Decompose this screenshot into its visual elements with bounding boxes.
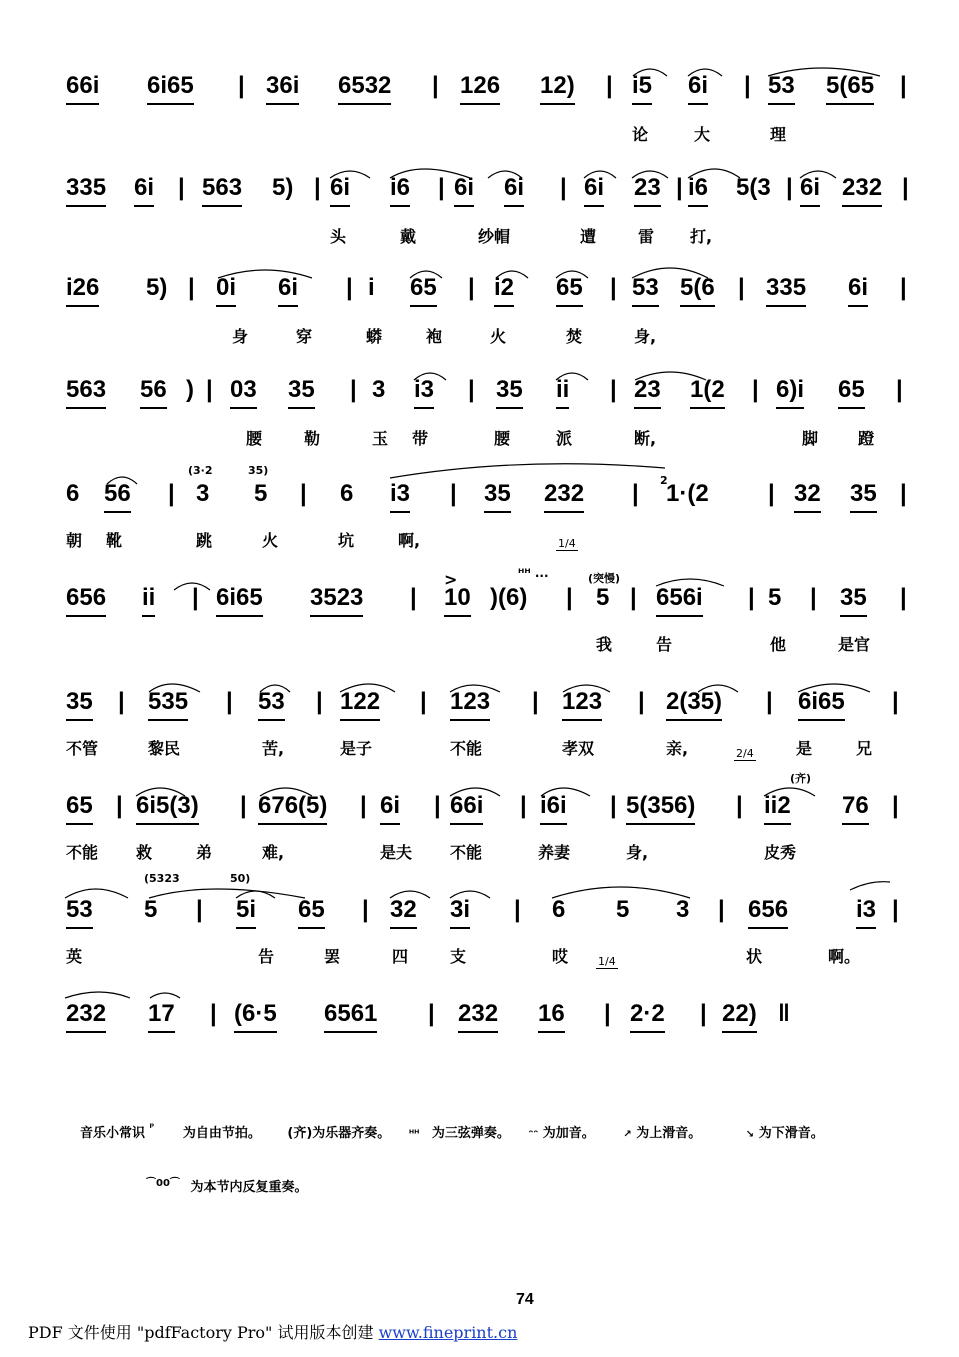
note-group: 126 (460, 72, 500, 105)
note-group: 56 (104, 480, 131, 513)
ensemble-mark: (齐) (790, 772, 812, 785)
note-group: 5 (768, 584, 782, 611)
note-group: 6i65 (147, 72, 194, 105)
bar-line: | (896, 376, 903, 403)
note-group: ii2 (764, 792, 791, 825)
lyric: 蟒 (366, 327, 383, 346)
lyric: 是官 (838, 635, 871, 654)
note-group: 5 (616, 896, 630, 923)
note-group: i26 (66, 274, 99, 307)
lyric: 论 (632, 125, 649, 144)
note-group: 6i65 (798, 688, 845, 721)
note-group: 16 (538, 1000, 565, 1033)
legend-upward-slide: 为上滑音。 (636, 1126, 702, 1141)
bar-line: | (362, 896, 369, 923)
bar-line: | (676, 174, 683, 201)
score-line-5 (0, 464, 959, 580)
note-group: 6i (848, 274, 868, 307)
bar-line: | (116, 792, 123, 819)
repeat-symbol-text: 00 (156, 1178, 170, 1189)
note-group: 65 (410, 274, 437, 307)
bar-line: | (238, 72, 245, 99)
lyric: 四 (392, 947, 409, 966)
note-group: i (368, 274, 375, 301)
bar-line: | (300, 480, 307, 507)
upward-slide-icon: ↗ (623, 1129, 632, 1140)
lyric: 遭 (580, 227, 597, 246)
note-group: 3 (372, 376, 386, 403)
note-group: 1·(2 (666, 480, 709, 507)
legend-line-2 (146, 1174, 307, 1195)
note-group: i3 (856, 896, 876, 929)
note-group: 5(356) (626, 792, 695, 825)
bar-line: | (188, 274, 195, 301)
downward-slide-icon: ↘ (745, 1129, 755, 1140)
bar-line: | (738, 274, 745, 301)
note-group: 53 (258, 688, 285, 721)
lyric: 不能 (66, 843, 99, 862)
lyric: 勒 (304, 429, 321, 448)
lyric: 难, (262, 843, 285, 862)
note-group: 65 (556, 274, 583, 307)
bar-line: | (604, 1000, 611, 1027)
bar-line: | (196, 896, 203, 923)
note-group: 35 (496, 376, 523, 409)
lyric: 我 (596, 635, 613, 654)
note-group: i3 (414, 376, 434, 409)
legend-repeat: 为本节内反复重奏。 (190, 1180, 308, 1196)
bar-line: | (700, 1000, 707, 1027)
sanxian-icon: ᴴᴴ ... (518, 566, 549, 580)
note-group: 6i (330, 174, 350, 207)
note-group: 5) (272, 174, 294, 201)
grace-notes: (5323 (144, 872, 180, 885)
legend-free-rhythm: 为自由节拍。 (182, 1126, 261, 1141)
bar-line: | (638, 688, 645, 715)
note-group: 5) (146, 274, 168, 301)
time-signature-value: 1/4 (598, 955, 616, 968)
bar-line: | (350, 376, 357, 403)
note-group: i6 (390, 174, 410, 207)
bar-line: | (410, 584, 417, 611)
note-group: 6 (340, 480, 354, 507)
note-group: 12) (540, 72, 575, 105)
bar-line: | (206, 376, 213, 403)
lyric: 打, (690, 227, 713, 246)
footer-text: PDF 文件使用 "pdfFactory Pro" 试用版本创建 (28, 1323, 374, 1342)
lyric: 黎民 (148, 739, 181, 758)
note-group: 65 (66, 792, 93, 825)
note-group: 5 (144, 896, 158, 923)
bar-line: | (632, 480, 639, 507)
lyric: 玉 (372, 429, 389, 448)
bar-line: | (168, 480, 175, 507)
bar-line: | (630, 584, 637, 611)
lyric: 身 (232, 327, 249, 346)
lyric: 哎 (552, 947, 569, 966)
tempo-mark: (突慢) (588, 572, 621, 585)
lyric: 蹬 (858, 429, 875, 448)
lyric: 朝 (66, 531, 83, 550)
lyric: 罢 (324, 947, 341, 966)
bar-line: | (432, 72, 439, 99)
bar-line: | (610, 792, 617, 819)
note-group: ii (556, 376, 569, 409)
lyric: 雷 (638, 227, 655, 246)
bar-line: | (360, 792, 367, 819)
note-group: 5(3 (736, 174, 771, 201)
lyric: 腰 (494, 429, 511, 448)
note-group: 32 (390, 896, 417, 929)
bar-line: | (532, 688, 539, 715)
time-signature-value: 1/4 (558, 537, 576, 550)
bar-line: | (744, 72, 751, 99)
note-group: 23 (634, 376, 661, 409)
lyric: 身, (634, 327, 657, 346)
note-group: 656 (748, 896, 788, 929)
note-group: )(6) (490, 584, 528, 611)
score-line-1 (0, 72, 959, 172)
note-group: 122 (340, 688, 380, 721)
note-group: 35 (66, 688, 93, 721)
bar-line: | (768, 480, 775, 507)
lyric: 英 (66, 947, 83, 966)
bar-line: | (892, 688, 899, 715)
note-group: 76 (842, 792, 869, 825)
note-group: 1(2 (690, 376, 725, 409)
note-group: 2·2 (630, 1000, 665, 1033)
score-line-2 (0, 174, 959, 274)
note-group: 17 (148, 1000, 175, 1033)
note-group: 232 (842, 174, 882, 207)
lyric: 派 (556, 429, 573, 448)
lyric: 啊。 (828, 947, 861, 966)
note-group: 6)i (776, 376, 804, 409)
lyric: 腰 (246, 429, 263, 448)
note-group: 5 (596, 584, 610, 611)
bar-line: | (240, 792, 247, 819)
note-group: 6532 (338, 72, 391, 105)
lyric: 不能 (450, 843, 483, 862)
bar-line: | (606, 72, 613, 99)
bar-line: | (748, 584, 755, 611)
lyric: 是 (796, 739, 813, 758)
note-group: 676(5) (258, 792, 327, 825)
note-group: 2(35) (666, 688, 722, 721)
lyric: 他 (770, 635, 787, 654)
lyric: 坑 (338, 531, 355, 550)
bar-line: | (900, 584, 907, 611)
bar-line: | (192, 584, 199, 611)
note-group: 35 (288, 376, 315, 409)
lyric: 火 (490, 327, 507, 346)
bar-line: | (314, 174, 321, 201)
note-group: 6i (584, 174, 604, 207)
lyric: 焚 (566, 327, 583, 346)
lyric: 火 (262, 531, 279, 550)
bar-line: | (610, 274, 617, 301)
lyric: 苦, (262, 739, 285, 758)
note-group: ii (142, 584, 155, 617)
bar-line: | (610, 376, 617, 403)
bar-line: | (718, 896, 725, 923)
note-group: 232 (544, 480, 584, 513)
note-group: 6i (504, 174, 524, 207)
lyric: 穿 (296, 327, 313, 346)
legend-sanxian: 为三弦弹奏。 (431, 1126, 510, 1141)
bar-line: | (468, 376, 475, 403)
bar-line: | (892, 792, 899, 819)
note-group: 66i (66, 72, 99, 105)
lyric: 是夫 (380, 843, 413, 862)
note-group: 535 (148, 688, 188, 721)
bar-line: | (428, 1000, 435, 1027)
added-note-icon: ᵔᵔ (528, 1129, 539, 1140)
lyric: 大 (694, 125, 711, 144)
note-group: 22) (722, 1000, 757, 1033)
end-bar-line: ‖ (778, 1000, 790, 1027)
grace-notes: 50) (230, 872, 251, 885)
grace-notes: (3·2 (188, 464, 213, 477)
bar-line: | (892, 896, 899, 923)
lyric: 不能 (450, 739, 483, 758)
note-group: i6i (540, 792, 567, 825)
page-number: 74 (516, 1291, 534, 1308)
legend-title: 音乐小常识 (80, 1126, 146, 1141)
note-group: 656i (656, 584, 703, 617)
footer-link[interactable]: www.fineprint.cn (378, 1323, 518, 1342)
legend-downward-slide: 为下滑音。 (758, 1126, 824, 1141)
lyric: 亲, (666, 739, 689, 758)
note-group: 6i5(3) (136, 792, 199, 825)
lyric: 支 (450, 947, 467, 966)
note-group: 123 (562, 688, 602, 721)
time-signature-value: 2/4 (736, 747, 754, 760)
bar-line: | (752, 376, 759, 403)
note-group: (6·5 (234, 1000, 277, 1033)
lyric: 断, (634, 429, 657, 448)
note-group: i5 (632, 72, 652, 105)
legend-line-1 (80, 1122, 824, 1141)
note-group: 35 (484, 480, 511, 513)
note-group: 6 (552, 896, 566, 923)
free-rhythm-icon: ᵖ (149, 1122, 155, 1133)
lyric: 状 (746, 947, 763, 966)
note-group: 66i (450, 792, 483, 825)
bar-line: | (736, 792, 743, 819)
note-group: 335 (766, 274, 806, 307)
note-group: 5i (236, 896, 256, 929)
score-line-7 (0, 688, 959, 788)
lyric: 脚 (802, 429, 819, 448)
score-line-10 (0, 955, 959, 1100)
note-group: 6 (66, 480, 80, 507)
note-group: 6i (688, 72, 708, 105)
lyric: 靴 (106, 531, 123, 550)
accent-mark: > (444, 570, 458, 589)
lyric: 养妻 (538, 843, 571, 862)
bar-line: | (900, 72, 907, 99)
note-group: 6i (278, 274, 298, 307)
note-group: 6i (800, 174, 820, 207)
bar-line: | (450, 480, 457, 507)
note-group: 6i (454, 174, 474, 207)
lyric: 弟 (196, 843, 213, 862)
lyric: 袍 (426, 327, 443, 346)
note-group: 3 (196, 480, 210, 507)
note-group: 65 (838, 376, 865, 409)
bar-line: | (902, 174, 909, 201)
note-group: 53 (632, 274, 659, 307)
bar-line: | (434, 792, 441, 819)
bar-line: | (210, 1000, 217, 1027)
note-group: i2 (494, 274, 514, 307)
bar-line: | (118, 688, 125, 715)
repeat-symbol-icon: ⌒00⌒ (146, 1178, 180, 1189)
note-group: 335 (66, 174, 106, 207)
time-signature (596, 956, 618, 969)
bar-line: | (766, 688, 773, 715)
note-group: 0i (216, 274, 236, 307)
note-group: 3 (676, 896, 690, 923)
lyric: 跳 (196, 531, 213, 550)
bar-line: | (178, 174, 185, 201)
time-signature (734, 748, 756, 761)
note-group: 123 (450, 688, 490, 721)
bar-line: | (520, 792, 527, 819)
bar-line: | (900, 274, 907, 301)
note-group: 35 (840, 584, 867, 617)
bar-line: | (226, 688, 233, 715)
note-group: 23 (634, 174, 661, 207)
lyric: 告 (656, 635, 673, 654)
note-group: 563 (66, 376, 106, 409)
note-group: 5 (254, 480, 268, 507)
lyric: 不管 (66, 739, 99, 758)
legend-added-note: 为加音。 (542, 1126, 595, 1141)
note-group: 6561 (324, 1000, 377, 1033)
bar-line: | (566, 584, 573, 611)
bar-line: | (346, 274, 353, 301)
lyric: 理 (770, 125, 787, 144)
time-signature (556, 538, 578, 551)
score-line-9 (0, 872, 959, 996)
note-group: 56 (140, 376, 167, 409)
note-group: 656 (66, 584, 106, 617)
lyric: 头 (330, 227, 347, 246)
note-group: 03 (230, 376, 257, 409)
lyric: 带 (412, 429, 429, 448)
bar-line: | (316, 688, 323, 715)
bar-line: | (438, 174, 445, 201)
note-group: 35 (850, 480, 877, 513)
note-group: 6i (134, 174, 154, 207)
note-group: 36i (266, 72, 299, 105)
note-group: 232 (66, 1000, 106, 1033)
score-line-6 (0, 537, 959, 684)
note-group: 3i (450, 896, 470, 929)
sanxian-icon: ᴴᴴ (408, 1129, 420, 1140)
note-group: 232 (458, 1000, 498, 1033)
bar-line: | (786, 174, 793, 201)
lyric: 皮秀 (764, 843, 797, 862)
bar-line: | (420, 688, 427, 715)
note-group: 32 (794, 480, 821, 513)
lyric: 纱帽 (478, 227, 511, 246)
lyric: 救 (136, 843, 153, 862)
lyric: 啊, (398, 531, 421, 550)
score-line-4 (0, 376, 959, 476)
note-group: 3523 (310, 584, 363, 617)
bar-line: | (810, 584, 817, 611)
note-group: 53 (768, 72, 795, 105)
lyric: 身, (626, 843, 649, 862)
score-line-3 (0, 274, 959, 374)
note-group: 65 (298, 896, 325, 929)
note-group: i3 (390, 480, 410, 513)
note-group: 6i65 (216, 584, 263, 617)
pdf-footer (28, 1320, 517, 1343)
note-group: 53 (66, 896, 93, 929)
accent-mark: 2 (660, 474, 668, 487)
note-group: i6 (688, 174, 708, 207)
lyric: 兄 (856, 739, 873, 758)
note-group: 5(6 (680, 274, 715, 307)
note-group: 563 (202, 174, 242, 207)
lyric: 戴 (400, 227, 417, 246)
bar-line: | (900, 480, 907, 507)
grace-notes: 35) (248, 464, 269, 477)
legend-ensemble: (齐)为乐器齐奏。 (287, 1126, 391, 1141)
note-group: 5(65 (826, 72, 874, 105)
lyric: 是子 (340, 739, 373, 758)
lyric: 孝双 (562, 739, 595, 758)
note-group: 10 (444, 584, 471, 617)
bar-line: | (560, 174, 567, 201)
note-group: 6i (380, 792, 400, 825)
bar-line: | (514, 896, 521, 923)
bar-line: | (468, 274, 475, 301)
lyric: 告 (258, 947, 275, 966)
note-group: ) (186, 376, 194, 403)
